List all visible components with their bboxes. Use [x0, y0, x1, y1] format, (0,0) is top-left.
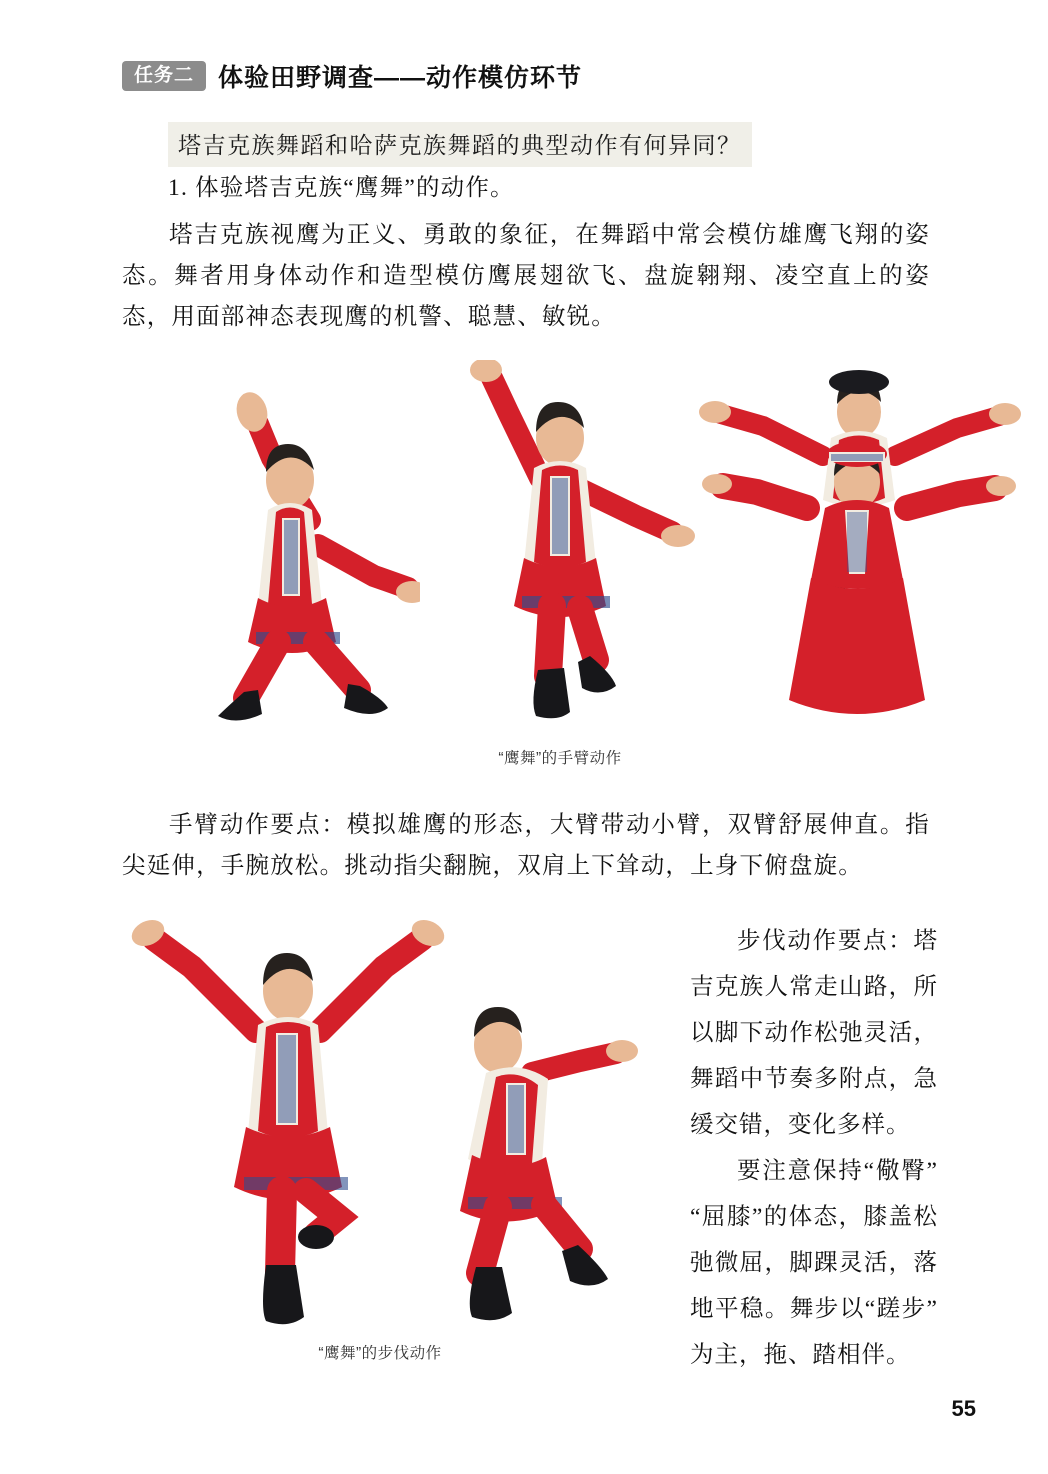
figure-arm-photos [120, 360, 1000, 740]
paragraph-eagle: 塔吉克族视鹰为正义、勇敢的象征，在舞蹈中常会模仿雄鹰飞翔的姿态。舞者用身体动作和造型模仿鹰展翅欲飞、盘旋翱翔、凌空直上的姿态，用面部神态表现鹰的机警、聪慧、敏锐。 [122, 222, 930, 330]
dancer-photo-b [420, 360, 700, 740]
paragraph-arm-points: 手臂动作要点：模拟雄鹰的形态，大臂带动小臂，双臂舒展伸直。指尖延伸，手腕放松。挑动指尖翻腕，双肩上下耸动，上身下俯盘旋。 [122, 812, 930, 879]
page-number: 55 [951, 1396, 976, 1421]
figure-arm-caption: “鹰舞”的手臂动作 [498, 750, 622, 767]
dancer-photo-f [420, 905, 650, 1335]
highlighted-question: 塔吉克族舞蹈和哈萨克族舞蹈的典型动作有何异同？ [168, 122, 752, 167]
task-header [122, 58, 582, 94]
right-column-text [690, 918, 938, 1378]
list-item-1: 1. 体验塔吉克族“鹰舞”的动作。 [168, 175, 515, 201]
page-title: 体验田野调查——动作模仿环节 [218, 64, 583, 92]
figure-step-photos [120, 905, 640, 1335]
figure-step-caption: “鹰舞”的步伐动作 [318, 1345, 442, 1362]
task-badge: 任务二 [122, 61, 206, 91]
figure-arm-movements [120, 360, 1000, 768]
right-column-paragraph-1: 步伐动作要点：塔吉克族人常走山路，所以脚下动作松弛灵活，舞蹈中节奏多附点，急缓交错，变化多样。 [690, 928, 938, 1138]
figure-step-movements [120, 905, 640, 1363]
dancer-photo-e [130, 905, 450, 1335]
dancer-photo-a [160, 360, 420, 740]
dancer-photo-c-pair [695, 360, 1025, 740]
right-column-paragraph-2: 要注意保持“儆臀”“屈膝”的体态，膝盖松弛微屈，脚踝灵活，落地平稳。舞步以“蹉步”为主，拖、踏相伴。 [690, 1158, 938, 1368]
